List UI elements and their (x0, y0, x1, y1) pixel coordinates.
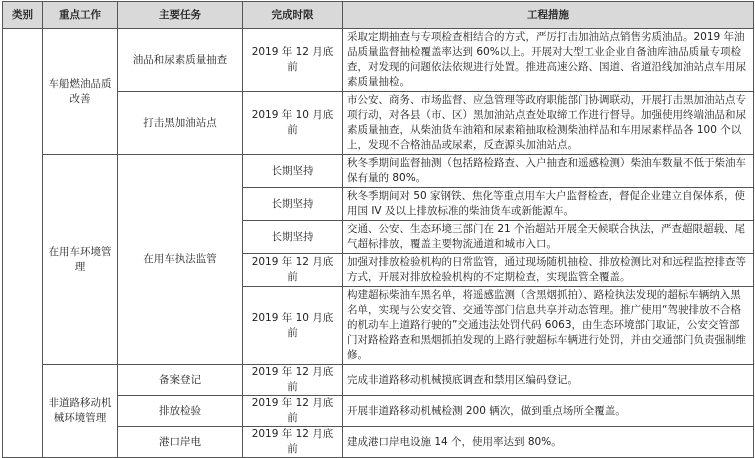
header-category: 类别 (3, 2, 43, 29)
deadline-cell: 2019 年 12 月底前 (243, 396, 343, 427)
measure-cell: 完成非道路移动机械摸底调查和禁用区编码登记。 (343, 365, 754, 396)
header-key-work: 重点工作 (43, 2, 118, 29)
header-main-task: 主要任务 (118, 2, 243, 29)
header-measures: 工程措施 (343, 2, 754, 29)
main-task-cell: 打击黑加油站点 (118, 92, 243, 155)
measure-cell: 市公安、商务、市场监督、应急管理等政府职能部门协调联动，开展打击黑加油站点专项行动，对各县（市、区）黑加油站点查处取缔工作进行督导。加强使用终端油品和尿素质量抽查，从柴油货车油箱和尿素箱抽取检测柴油样品和车用尿素样品各 100 个以上，发现不合格油品或尿素，反查源头加油站点。 (343, 92, 754, 155)
key-work-cell: 非道路移动机械环境管理 (43, 365, 118, 458)
deadline-cell: 2019 年 12 月底前 (243, 427, 343, 458)
main-task-cell: 油品和尿素质量抽查 (118, 29, 243, 92)
measures-table (2, 1, 754, 458)
deadline-cell: 长期坚持 (243, 188, 343, 221)
table-header-row (3, 2, 754, 29)
header-deadline: 完成时限 (243, 2, 343, 29)
deadline-cell: 2019 年 12 月底前 (243, 365, 343, 396)
main-task-cell: 在用车执法监管 (118, 155, 243, 365)
deadline-cell: 2019 年 12 月底前 (243, 29, 343, 92)
deadline-cell: 长期坚持 (243, 155, 343, 188)
deadline-cell: 2019 年 10 月底前 (243, 287, 343, 365)
key-work-cell: 车船燃油品质改善 (43, 29, 118, 155)
measure-cell: 采取定期抽查与专项检查相结合的方式，严厉打击加油站点销售劣质油品。2019 年油品质量监督抽检覆盖率达到 60%以上。开展对大型工业企业自备油库油品质量专项检查，对发现的问题依法依规进行处置。推进高速公路、国道、省道沿线加油站点车用尿素质量抽检。 (343, 29, 754, 92)
main-task-cell: 港口岸电 (118, 427, 243, 458)
key-work-cell: 在用车环境管理 (43, 155, 118, 365)
measure-cell: 秋冬季期间对 50 家钢铁、焦化等重点用车大户监督检查，督促企业建立自保体系，使用国 IV 及以上排放标准的柴油货车或新能源车。 (343, 188, 754, 221)
measure-cell: 秋冬季期间监督抽测（包括路检路查、入户抽查和遥感检测）柴油车数量不低于柴油车保有量的 80%。 (343, 155, 754, 188)
measure-cell: 构建超标柴油车黑名单，将遥感监测（含黑烟抓拍）、路检执法发现的超标车辆纳入黑名单，实现与公安交管、交通等部门信息共享并动态管理。推广使用“驾驶排放不合格的机动车上道路行驶的”交通违法处罚代码 6063，由生态环境部门取证，公安交管部门对路检路查和黑烟抓拍发现的上路行驶超标车辆进行处罚，并由交通部门负责强制维修。 (343, 287, 754, 365)
measure-cell: 交通、公安、生态环境三部门在 21 个治超站开展全天候联合执法，严查超限超载、尾气超标排放，覆盖主要物流通道和城市入口。 (343, 221, 754, 254)
category-cell (3, 29, 43, 458)
table-row (3, 155, 754, 188)
measure-cell: 建成港口岸电设施 14 个，使用率达到 80%。 (343, 427, 754, 458)
measure-cell: 开展非道路移动机械检测 200 辆次，做到重点场所全覆盖。 (343, 396, 754, 427)
main-task-cell: 备案登记 (118, 365, 243, 396)
deadline-cell: 长期坚持 (243, 221, 343, 254)
measure-cell: 加强对排放检验机构的日常监管，通过现场随机抽检、排放检测比对和远程监控排查等方式，开展对排放检验机构的不定期检查，实现监管全覆盖。 (343, 254, 754, 287)
table-row (3, 365, 754, 396)
deadline-cell: 2019 年 10 月底前 (243, 92, 343, 155)
table-row (3, 29, 754, 92)
main-task-cell: 排放检验 (118, 396, 243, 427)
deadline-cell: 2019 年 12 月底前 (243, 254, 343, 287)
